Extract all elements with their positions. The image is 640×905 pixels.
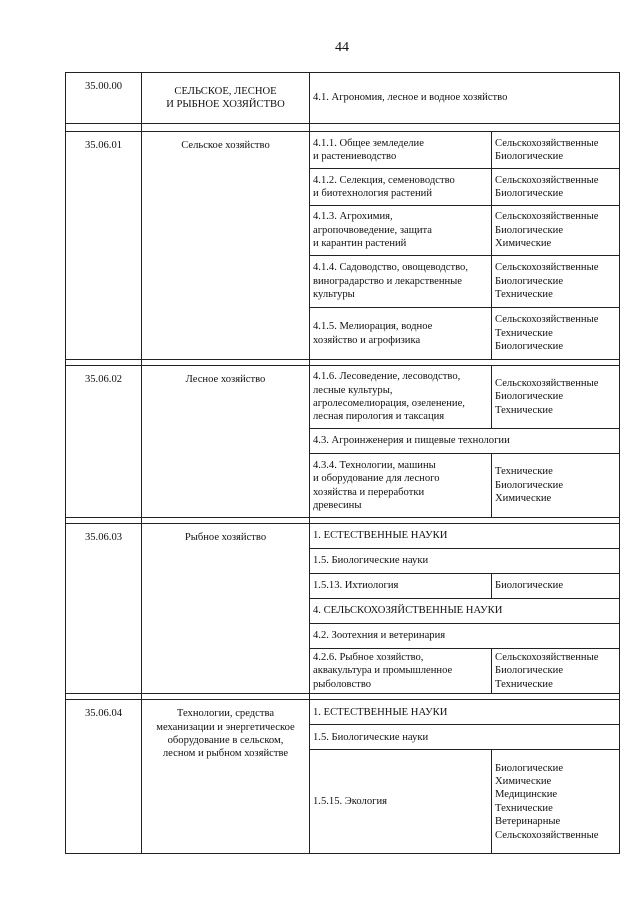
text-line: древесины [313,499,362,511]
science-branches [492,574,620,599]
table-row [66,366,620,429]
text-line: агролесомелиорация, озеленение, [313,398,465,409]
specialty-code: 35.06.02 [66,366,142,518]
text-line: СЕЛЬСКОЕ, ЛЕСНОЕ [174,85,277,97]
text-line: Биологические [495,151,564,162]
specialty-code: 35.06.03 [66,524,142,694]
text-line: 1. ЕСТЕСТВЕННЫЕ НАУКИ [313,530,448,542]
table-row [66,524,620,549]
scientific-specialty [310,599,620,624]
text-line: Сельскохозяйственные [495,377,599,389]
specialty-code: 35.06.04 [66,700,142,854]
text-line: Лесное хозяйство [185,374,266,385]
science-branches [492,169,620,206]
text-line: Биологические [495,762,564,774]
science-branches [492,308,620,360]
text-line: лесная пирология и таксация [313,411,445,423]
text-line: лесные культуры, [313,384,393,396]
scientific-specialty [310,750,492,854]
text-line: Технические [495,466,553,478]
scientific-specialty [310,132,492,169]
scientific-specialty [310,169,492,206]
text-line: аквакультура и промышленное [313,665,453,677]
text-line: Технические [495,678,553,690]
scientific-specialty [310,574,492,599]
text-line: Технические [495,327,553,339]
specialty-code: 35.00.00 [66,73,142,124]
text-line: оборудование в сельском, [167,735,284,747]
text-line: Биологические [495,580,564,592]
scientific-specialty [310,649,492,694]
text-line: Биологические [495,391,564,403]
text-line: Сельскохозяйственные [495,137,599,149]
specialty-name [142,73,310,124]
text-line: Ветеринарные [495,816,561,828]
text-line: 4.1.5. Мелиорация, водное [313,321,433,333]
text-line: хозяйство и агрофизика [313,334,421,346]
text-line: хозяйства и переработки [313,486,425,498]
text-line: Химические [495,238,552,250]
text-line: Сельское хозяйство [181,140,270,151]
science-branches [492,649,620,694]
science-branches [492,132,620,169]
table-row [66,73,620,124]
text-line: 4.1.2. Селекция, семеноводство [313,174,455,186]
table-row [66,700,620,725]
scientific-specialty [310,454,492,518]
page-number: 44 [335,40,349,55]
specialty-name [142,366,310,518]
text-line: Биологические [495,224,564,236]
text-line: Технические [495,802,553,814]
text-line: Технические [495,404,553,416]
text-line: и биотехнология растений [313,188,433,199]
scientific-specialty [310,624,620,649]
text-line: 4.1.3. Агрохимия, [313,211,393,223]
scientific-specialty [310,366,492,429]
text-line: Сельскохозяйственные [495,829,599,841]
text-line: Биологические [495,341,564,353]
specialty-name [142,700,310,854]
science-branches [492,366,620,429]
science-branches [492,750,620,854]
text-line: Химические [495,775,552,787]
scientific-specialty [310,549,620,574]
text-line: Биологические [495,665,564,677]
scientific-specialty [310,308,492,360]
text-line: Химические [495,493,552,505]
text-line: 4.1.1. Общее земледелие [313,137,424,149]
text-line: 4.1.6. Лесоведение, лесоводство, [313,371,461,383]
text-line: 4.2.6. Рыбное хозяйство, [313,652,424,663]
text-line: Сельскохозяйственные [495,314,599,326]
text-line: 1. ЕСТЕСТВЕННЫЕ НАУКИ [313,706,448,718]
text-line: Биологические [495,188,564,199]
text-line: 1.5.13. Ихтиология [313,580,399,592]
specialty-name [142,132,310,360]
text-line: виноградарство и лекарственные [313,275,463,287]
text-line: 1.5. Биологические науки [313,731,429,743]
text-line: 4.1.4. Садоводство, овощеводство, [313,262,469,274]
text-line: Биологические [495,275,564,287]
text-line: Сельскохозяйственные [495,262,599,274]
text-line: Сельскохозяйственные [495,174,599,186]
scientific-specialty [310,206,492,256]
scientific-specialty [310,256,492,308]
science-branches [492,206,620,256]
text-line: рыболовство [313,678,372,690]
text-line: и оборудование для лесного [313,473,440,485]
scientific-specialty [310,524,620,549]
gap-cell [310,124,620,132]
specialties-table [65,72,620,854]
text-line: 4.1. Агрономия, лесное и водное хозяйство [313,92,508,104]
text-line: 4. СЕЛЬСКОХОЗЯЙСТВЕННЫЕ НАУКИ [313,605,503,617]
gap-cell [66,124,142,132]
text-line: Технологии, средства [176,708,275,720]
specialty-code: 35.06.01 [66,132,142,360]
text-line: лесном и рыбном хозяйстве [162,748,289,760]
text-line: Биологические [495,479,564,491]
text-line: Медицинские [495,789,558,801]
scientific-specialty [310,725,620,750]
scientific-specialty [310,700,620,725]
text-line: 1.5. Биологические науки [313,555,429,567]
text-line: агропочвоведение, защита [313,224,432,236]
scientific-specialty [310,429,620,454]
science-branches [492,454,620,518]
table-row [66,132,620,169]
text-line: и карантин растений [313,238,407,250]
science-branches [492,256,620,308]
row-gap [66,124,620,132]
text-line: Рыбное хозяйство [184,532,267,543]
text-line: 4.3. Агроинженерия и пищевые технологии [313,435,510,447]
text-line: 1.5.15. Экология [313,796,388,808]
text-line: Сельскохозяйственные [495,652,599,663]
text-line: механизации и энергетическое [156,721,295,733]
specialty-name [142,524,310,694]
text-line: культуры [313,289,355,301]
scientific-specialty [310,73,620,124]
text-line: Технические [495,289,553,301]
gap-cell [142,124,310,132]
text-line: 4.2. Зоотехния и ветеринария [313,630,446,642]
text-line: Сельскохозяйственные [495,211,599,223]
text-line: 4.3.4. Технологии, машины [313,459,436,471]
text-line: И РЫБНОЕ ХОЗЯЙСТВО [166,99,285,110]
text-line: и растениеводство [313,151,397,162]
